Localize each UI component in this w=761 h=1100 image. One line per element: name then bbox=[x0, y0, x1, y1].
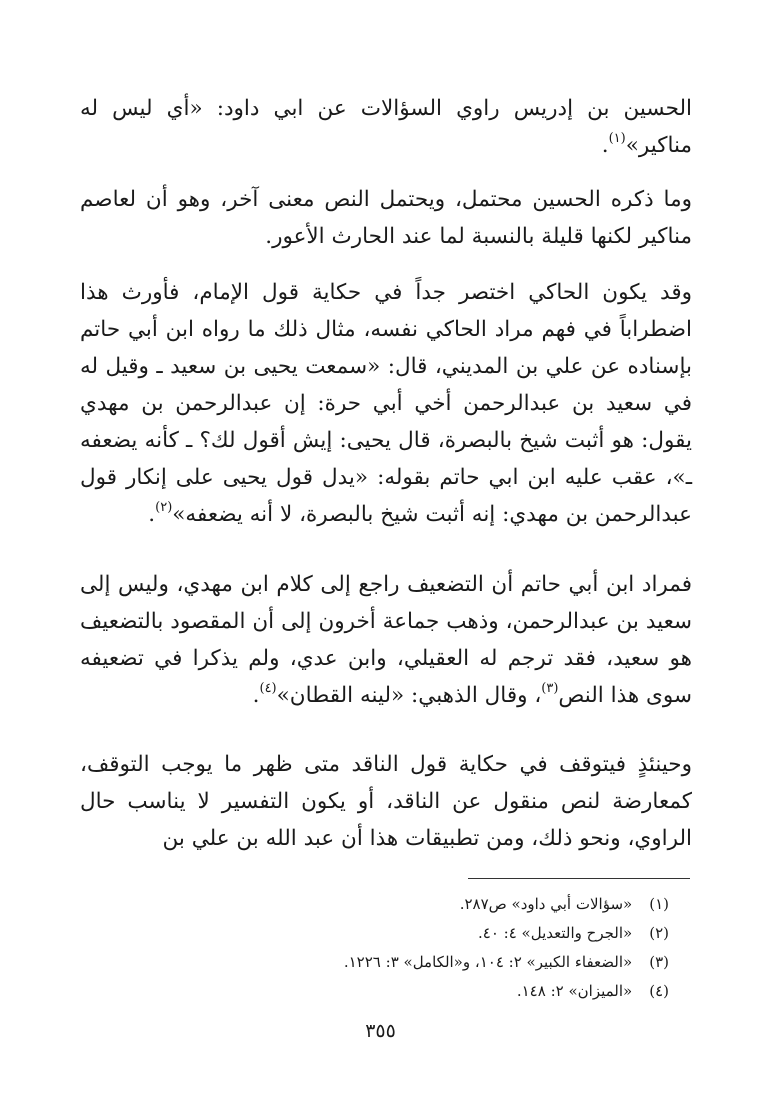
footnote-3 bbox=[344, 948, 669, 977]
footnote-ref-4: (٤) bbox=[259, 680, 277, 696]
footnote-ref-3: (٣) bbox=[541, 680, 559, 696]
paragraph-5-text: وحينئذٍ فيتوقف في حكاية قول الناقد متى ظهر ما يوجب التوقف، كمعارضة لنص منقول عن الناقد، أو يكون التفسير لا يناسب حال الراوي، ونحو ذلك، ومن تطبيقات هذا أن عبد الله بن علي بن bbox=[80, 752, 692, 851]
paragraph-3-text: وقد يكون الحاكي اختصر جداً في حكاية قول الإمام، فأورث هذا اضطراباً في فهم مراد الحاكي نفسه، مثال ذلك ما رواه ابن أبي حاتم بإسناده عن علي بن المديني، قال: «سمعت يحيى بن سعيد ـ وقيل له في سعيد بن عبدالرحمن أخي أبي حرة: إن عبدالرحمن بن مهدي يقول: هو أثبت شيخ بالبصرة، قال يحيى: إيش أقول لك؟ ـ كأنه يضعفه ـ»، عقب عليه ابن ابي حاتم بقوله: «يدل قول يحيى على إنكار قول عبدالرحمن بن مهدي: إنه أثبت شيخ بالبصرة، لا أنه يضعفه» bbox=[80, 280, 692, 527]
footnote-number: (٢) bbox=[649, 924, 669, 942]
footnotes bbox=[344, 890, 669, 1006]
footnote-ref-1: (١) bbox=[608, 130, 626, 146]
paragraph-5 bbox=[80, 746, 692, 857]
footnote-number: (٤) bbox=[649, 982, 669, 1000]
footnote-text: «سؤالات أبي داود» ص٢٨٧. bbox=[459, 895, 633, 913]
footnote-divider bbox=[468, 878, 690, 879]
footnote-text: «الميزان» ٢: ١٤٨. bbox=[516, 982, 633, 1000]
paragraph-4-tail: . bbox=[252, 683, 260, 708]
page-number: ٣٥٥ bbox=[365, 1020, 396, 1042]
footnote-text: «الجرح والتعديل» ٤: ٤٠. bbox=[477, 924, 633, 942]
paragraph-3 bbox=[80, 274, 692, 533]
footnote-number: (٣) bbox=[649, 953, 669, 971]
paragraph-4 bbox=[80, 566, 692, 714]
footnote-number: (١) bbox=[649, 895, 669, 913]
paragraph-2-text: وما ذكره الحسين محتمل، ويحتمل النص معنى آخر، وهو أن لعاصم مناكير لكنها قليلة بالنسبة لما عند الحارث الأعور. bbox=[80, 187, 692, 249]
footnote-1 bbox=[344, 890, 669, 919]
footnote-text: «الضعفاء الكبير» ٢: ١٠٤، و«الكامل» ٣: ١٢٢٦. bbox=[343, 953, 633, 971]
paragraph-1 bbox=[80, 90, 692, 164]
paragraph-4-mid: ، وقال الذهبي: «لينه القطان» bbox=[276, 683, 542, 708]
paragraph-3-tail: . bbox=[148, 502, 156, 527]
footnote-ref-2: (٢) bbox=[155, 499, 173, 515]
footnote-2 bbox=[344, 919, 669, 948]
paragraph-4-text: فمراد ابن أبي حاتم أن التضعيف راجع إلى كلام ابن مهدي، وليس إلى سعيد بن عبدالرحمن، وذهب جماعة أخرون إلى أن المقصود بالتضعيف هو سعيد، فقد ترجم له العقيلي، وابن عدي، ولم يذكرا في تضعيفه سوى هذا النص bbox=[80, 572, 692, 708]
footnote-4 bbox=[344, 977, 669, 1006]
paragraph-2 bbox=[80, 181, 692, 255]
paragraph-1-text: الحسين بن إدريس راوي السؤالات عن ابي داود: «أي ليس له مناكير» bbox=[80, 96, 692, 158]
paragraph-1-tail: . bbox=[601, 133, 609, 158]
